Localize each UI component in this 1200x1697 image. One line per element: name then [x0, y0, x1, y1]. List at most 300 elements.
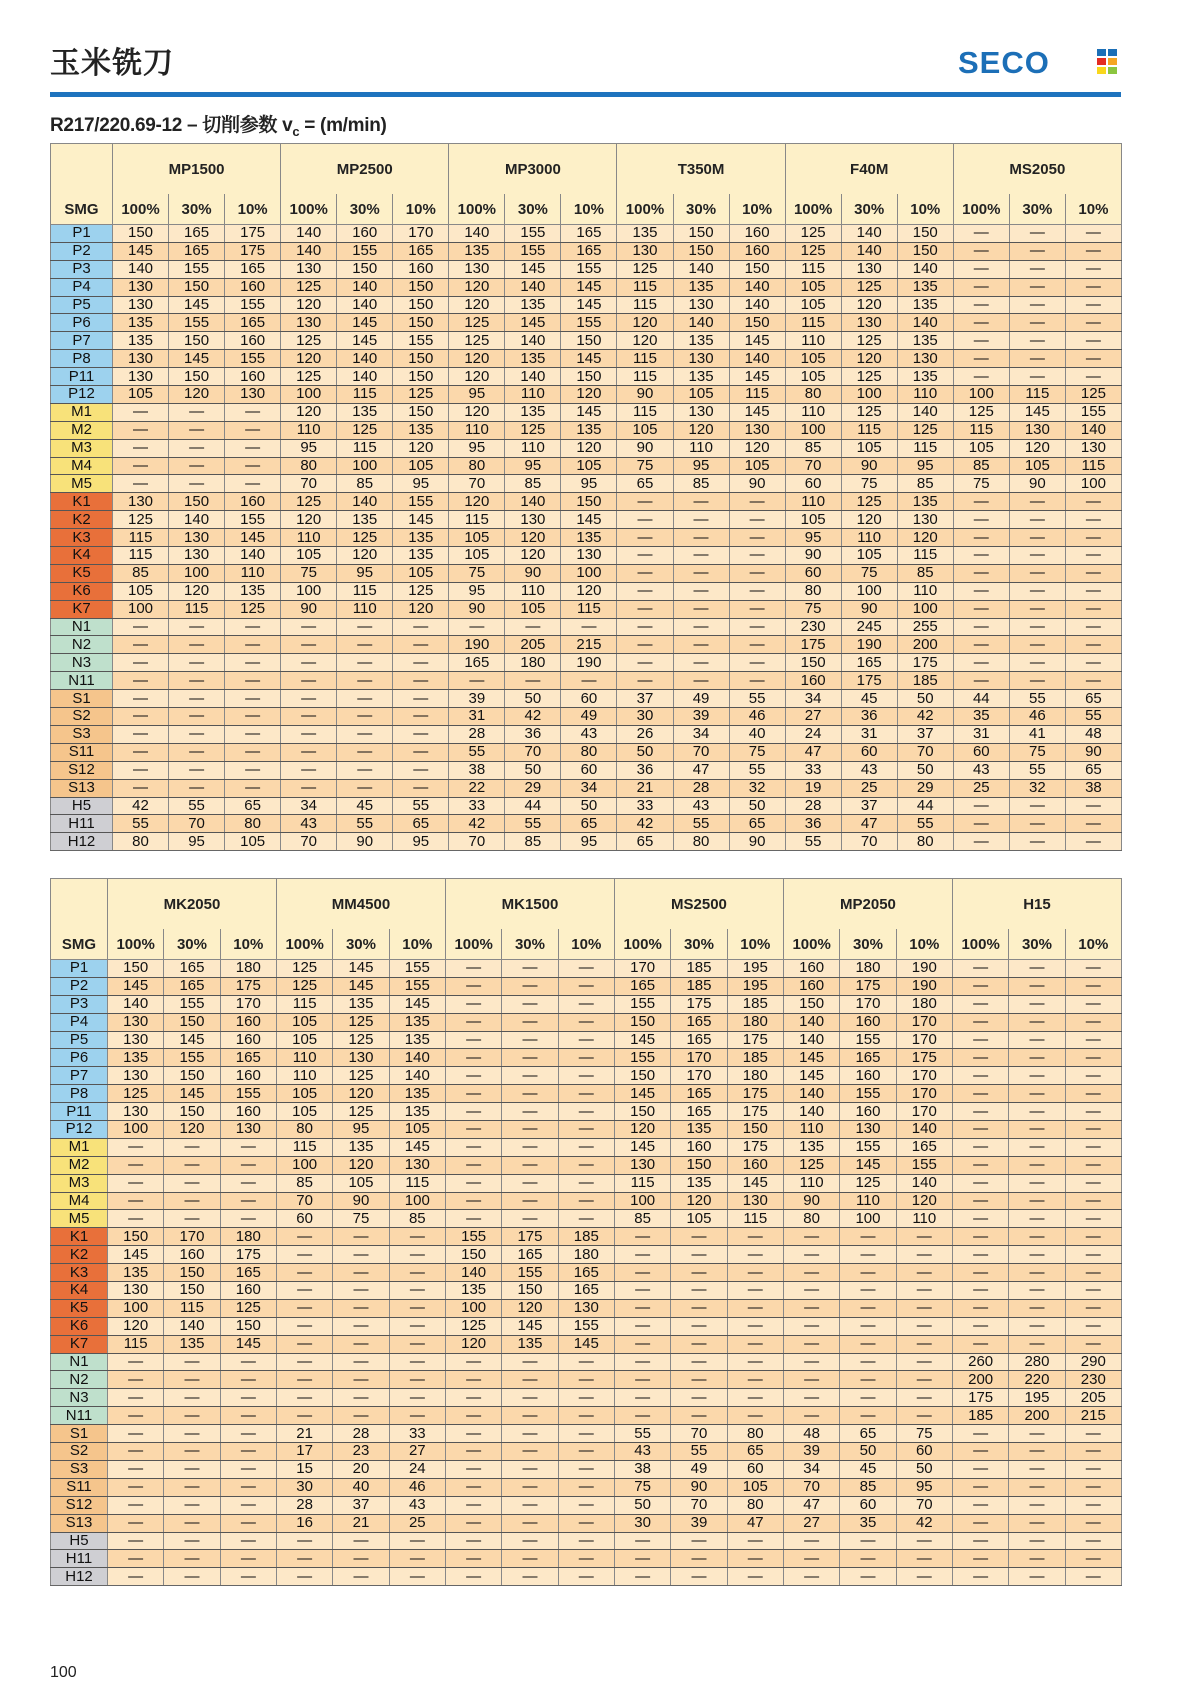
value-cell: —: [671, 1282, 727, 1300]
value-cell: 100: [169, 564, 225, 582]
value-cell: 75: [785, 600, 841, 618]
table-row: [51, 1067, 1122, 1085]
value-cell: —: [727, 1389, 783, 1407]
value-cell: 38: [1065, 779, 1121, 797]
value-cell: 41: [1009, 725, 1065, 743]
value-cell: —: [393, 708, 449, 726]
value-cell: 60: [785, 564, 841, 582]
value-cell: 155: [1065, 403, 1121, 421]
value-cell: —: [953, 672, 1009, 690]
value-cell: 17: [276, 1443, 332, 1461]
value-cell: —: [1065, 1478, 1121, 1496]
value-cell: 130: [673, 296, 729, 314]
grade-header: MS2050: [953, 144, 1121, 195]
value-cell: —: [1009, 1228, 1065, 1246]
value-cell: 95: [449, 582, 505, 600]
value-cell: 150: [729, 260, 785, 278]
value-cell: 165: [164, 960, 220, 978]
value-cell: 75: [449, 564, 505, 582]
value-cell: 105: [785, 511, 841, 529]
value-cell: 120: [897, 529, 953, 547]
value-cell: —: [164, 1156, 220, 1174]
value-cell: 55: [1009, 690, 1065, 708]
value-cell: —: [220, 1478, 276, 1496]
value-cell: 155: [505, 225, 561, 243]
value-cell: 30: [276, 1478, 332, 1496]
value-cell: 120: [281, 403, 337, 421]
table-row: [51, 725, 1122, 743]
value-cell: —: [1065, 1031, 1121, 1049]
value-cell: 120: [896, 1192, 952, 1210]
value-cell: 160: [225, 332, 281, 350]
value-cell: 75: [729, 743, 785, 761]
value-cell: 120: [445, 1335, 501, 1353]
grade-header: F40M: [785, 144, 953, 195]
value-cell: 155: [558, 1317, 614, 1335]
value-cell: 42: [113, 797, 169, 815]
value-cell: —: [164, 1174, 220, 1192]
value-cell: 150: [561, 493, 617, 511]
value-cell: —: [1065, 995, 1121, 1013]
value-cell: —: [1009, 1317, 1065, 1335]
cutting-data-table-2: [50, 878, 1122, 1586]
value-cell: 135: [673, 368, 729, 386]
grade-header: T350M: [617, 144, 785, 195]
value-cell: —: [952, 1210, 1008, 1228]
value-cell: 130: [113, 368, 169, 386]
smg-cell: P3: [51, 995, 108, 1013]
value-cell: 150: [727, 1121, 783, 1139]
value-cell: —: [783, 1407, 839, 1425]
value-cell: —: [169, 457, 225, 475]
value-cell: 130: [108, 1103, 164, 1121]
value-cell: 150: [393, 350, 449, 368]
value-cell: —: [502, 1550, 558, 1568]
value-cell: 100: [953, 386, 1009, 404]
smg-cell: H5: [51, 797, 113, 815]
value-cell: 145: [164, 1085, 220, 1103]
value-cell: 110: [897, 582, 953, 600]
value-cell: 70: [169, 815, 225, 833]
value-cell: 110: [785, 332, 841, 350]
value-cell: 37: [617, 690, 673, 708]
value-cell: —: [953, 564, 1009, 582]
value-cell: 105: [333, 1174, 389, 1192]
value-cell: 115: [617, 350, 673, 368]
value-cell: —: [840, 1532, 896, 1550]
value-cell: 120: [281, 511, 337, 529]
value-cell: —: [1009, 1085, 1065, 1103]
value-cell: 160: [220, 1013, 276, 1031]
value-cell: —: [558, 1568, 614, 1586]
value-cell: 145: [502, 1317, 558, 1335]
value-cell: 175: [220, 1246, 276, 1264]
value-cell: 125: [281, 278, 337, 296]
value-cell: —: [389, 1568, 445, 1586]
value-cell: 115: [785, 260, 841, 278]
value-cell: 120: [393, 439, 449, 457]
value-cell: —: [445, 1353, 501, 1371]
value-cell: —: [389, 1389, 445, 1407]
value-cell: —: [113, 618, 169, 636]
value-cell: 135: [783, 1138, 839, 1156]
value-cell: —: [896, 1532, 952, 1550]
value-cell: 28: [673, 779, 729, 797]
table-row: [51, 977, 1122, 995]
value-cell: 170: [896, 1067, 952, 1085]
value-cell: —: [1065, 1121, 1121, 1139]
value-cell: —: [445, 1138, 501, 1156]
value-cell: —: [896, 1317, 952, 1335]
value-cell: —: [108, 1514, 164, 1532]
value-cell: —: [113, 743, 169, 761]
value-cell: 30: [614, 1514, 670, 1532]
smg-cell: S3: [51, 1460, 108, 1478]
smg-cell: M4: [51, 457, 113, 475]
smg-cell: K2: [51, 511, 113, 529]
table-row: [51, 1478, 1122, 1496]
value-cell: 37: [841, 797, 897, 815]
table-row: [51, 1282, 1122, 1300]
value-cell: 115: [953, 421, 1009, 439]
table-row: [51, 618, 1122, 636]
value-cell: 28: [449, 725, 505, 743]
value-cell: —: [896, 1389, 952, 1407]
value-cell: 37: [333, 1496, 389, 1514]
value-cell: 75: [896, 1425, 952, 1443]
value-cell: —: [393, 690, 449, 708]
value-cell: —: [1009, 296, 1065, 314]
value-cell: —: [445, 1210, 501, 1228]
value-cell: 140: [445, 1264, 501, 1282]
value-cell: 95: [561, 475, 617, 493]
value-cell: —: [333, 1389, 389, 1407]
value-cell: 185: [671, 960, 727, 978]
value-cell: —: [445, 1496, 501, 1514]
value-cell: 150: [561, 332, 617, 350]
table-row: [51, 636, 1122, 654]
smg-cell: M1: [51, 1138, 108, 1156]
value-cell: —: [337, 690, 393, 708]
value-cell: —: [727, 1568, 783, 1586]
value-cell: 150: [108, 960, 164, 978]
value-cell: 145: [220, 1335, 276, 1353]
value-cell: 160: [164, 1246, 220, 1264]
value-cell: —: [169, 779, 225, 797]
smg-cell: K5: [51, 564, 113, 582]
value-cell: 150: [897, 242, 953, 260]
value-cell: —: [108, 1138, 164, 1156]
value-cell: —: [445, 1371, 501, 1389]
value-cell: —: [1065, 1210, 1121, 1228]
value-cell: —: [840, 1246, 896, 1264]
value-cell: 55: [897, 815, 953, 833]
value-cell: —: [113, 439, 169, 457]
value-cell: 120: [671, 1192, 727, 1210]
table-row: [51, 708, 1122, 726]
value-cell: —: [220, 1496, 276, 1514]
value-cell: 90: [1065, 743, 1121, 761]
value-cell: 100: [841, 582, 897, 600]
value-cell: —: [729, 600, 785, 618]
smg-cell: K4: [51, 1282, 108, 1300]
value-cell: —: [1065, 511, 1121, 529]
value-cell: —: [164, 1550, 220, 1568]
value-cell: 160: [727, 1156, 783, 1174]
value-cell: —: [1065, 1425, 1121, 1443]
value-cell: 47: [727, 1514, 783, 1532]
table-row: [51, 779, 1122, 797]
value-cell: 140: [897, 314, 953, 332]
value-cell: 160: [783, 977, 839, 995]
percent-header: 30%: [1009, 929, 1065, 960]
table-row: [51, 439, 1122, 457]
value-cell: 55: [729, 690, 785, 708]
value-cell: 125: [220, 1299, 276, 1317]
value-cell: 80: [783, 1210, 839, 1228]
value-cell: —: [558, 1103, 614, 1121]
value-cell: 280: [1009, 1353, 1065, 1371]
value-cell: 36: [617, 761, 673, 779]
value-cell: —: [558, 1138, 614, 1156]
value-cell: 115: [337, 582, 393, 600]
value-cell: —: [673, 529, 729, 547]
value-cell: —: [617, 672, 673, 690]
value-cell: 70: [671, 1496, 727, 1514]
value-cell: 140: [337, 278, 393, 296]
value-cell: 150: [729, 314, 785, 332]
value-cell: —: [614, 1532, 670, 1550]
value-cell: —: [783, 1532, 839, 1550]
value-cell: —: [445, 1532, 501, 1550]
value-cell: 23: [333, 1443, 389, 1461]
value-cell: —: [953, 493, 1009, 511]
value-cell: —: [671, 1371, 727, 1389]
value-cell: —: [783, 1389, 839, 1407]
value-cell: —: [108, 1353, 164, 1371]
percent-header: 100%: [276, 929, 332, 960]
value-cell: —: [952, 1532, 1008, 1550]
value-cell: 170: [614, 960, 670, 978]
smg-cell: H11: [51, 1550, 108, 1568]
value-cell: 150: [113, 225, 169, 243]
value-cell: —: [445, 1174, 501, 1192]
value-cell: —: [281, 690, 337, 708]
value-cell: —: [729, 564, 785, 582]
value-cell: —: [1009, 368, 1065, 386]
value-cell: 150: [169, 332, 225, 350]
value-cell: 130: [281, 314, 337, 332]
value-cell: 140: [673, 260, 729, 278]
table-row: [51, 1532, 1122, 1550]
smg-cell: P6: [51, 314, 113, 332]
value-cell: —: [113, 654, 169, 672]
value-cell: 200: [952, 1371, 1008, 1389]
value-cell: 155: [225, 350, 281, 368]
value-cell: 80: [113, 833, 169, 851]
value-cell: 120: [449, 350, 505, 368]
value-cell: 95: [169, 833, 225, 851]
value-cell: —: [164, 1532, 220, 1550]
value-cell: —: [729, 582, 785, 600]
value-cell: 135: [897, 296, 953, 314]
value-cell: 115: [276, 1138, 332, 1156]
value-cell: 100: [281, 386, 337, 404]
value-cell: —: [113, 475, 169, 493]
value-cell: —: [558, 1443, 614, 1461]
percent-header: 100%: [952, 929, 1008, 960]
value-cell: 130: [558, 1299, 614, 1317]
table-row: [51, 403, 1122, 421]
value-cell: —: [617, 511, 673, 529]
value-cell: 125: [841, 403, 897, 421]
smg-cell: P5: [51, 1031, 108, 1049]
value-cell: —: [673, 618, 729, 636]
value-cell: —: [1065, 564, 1121, 582]
value-cell: 40: [729, 725, 785, 743]
value-cell: 55: [671, 1443, 727, 1461]
value-cell: 100: [281, 582, 337, 600]
smg-header: SMG: [51, 879, 108, 960]
value-cell: —: [617, 547, 673, 565]
value-cell: 120: [561, 386, 617, 404]
value-cell: —: [1009, 1550, 1065, 1568]
value-cell: 105: [729, 457, 785, 475]
table-row: [51, 600, 1122, 618]
value-cell: 95: [393, 475, 449, 493]
value-cell: —: [1009, 815, 1065, 833]
value-cell: 165: [671, 1085, 727, 1103]
value-cell: 80: [449, 457, 505, 475]
value-cell: —: [840, 1317, 896, 1335]
value-cell: —: [1065, 1192, 1121, 1210]
table-row: [51, 529, 1122, 547]
value-cell: 150: [614, 1067, 670, 1085]
value-cell: 145: [729, 368, 785, 386]
value-cell: 75: [1009, 743, 1065, 761]
value-cell: 165: [614, 977, 670, 995]
seco-logo: [958, 46, 1120, 78]
value-cell: 120: [673, 421, 729, 439]
value-cell: 155: [445, 1228, 501, 1246]
value-cell: —: [1065, 225, 1121, 243]
table-row: [51, 493, 1122, 511]
value-cell: 140: [389, 1049, 445, 1067]
value-cell: 170: [896, 1085, 952, 1103]
smg-cell: N1: [51, 1353, 108, 1371]
percent-header: 30%: [671, 929, 727, 960]
value-cell: 50: [505, 761, 561, 779]
value-cell: —: [952, 1174, 1008, 1192]
value-cell: 155: [393, 332, 449, 350]
value-cell: 230: [785, 618, 841, 636]
value-cell: —: [1009, 1067, 1065, 1085]
value-cell: 115: [389, 1174, 445, 1192]
value-cell: 150: [169, 493, 225, 511]
value-cell: 165: [671, 1103, 727, 1121]
value-cell: 110: [841, 529, 897, 547]
smg-cell: P4: [51, 1013, 108, 1031]
value-cell: 115: [617, 368, 673, 386]
value-cell: —: [1009, 672, 1065, 690]
value-cell: 105: [449, 529, 505, 547]
value-cell: 50: [561, 797, 617, 815]
value-cell: —: [617, 636, 673, 654]
value-cell: —: [952, 1282, 1008, 1300]
value-cell: 135: [617, 225, 673, 243]
value-cell: —: [1009, 278, 1065, 296]
value-cell: 115: [113, 529, 169, 547]
value-cell: 125: [281, 368, 337, 386]
value-cell: 39: [673, 708, 729, 726]
value-cell: 75: [281, 564, 337, 582]
value-cell: 21: [333, 1514, 389, 1532]
value-cell: 150: [614, 1103, 670, 1121]
value-cell: —: [169, 654, 225, 672]
value-cell: 105: [449, 547, 505, 565]
value-cell: 80: [727, 1425, 783, 1443]
smg-cell: K4: [51, 547, 113, 565]
value-cell: —: [617, 600, 673, 618]
value-cell: —: [671, 1299, 727, 1317]
value-cell: —: [502, 1156, 558, 1174]
table-row: [51, 1228, 1122, 1246]
value-cell: —: [108, 1496, 164, 1514]
value-cell: —: [1009, 529, 1065, 547]
value-cell: —: [1009, 260, 1065, 278]
value-cell: 115: [108, 1335, 164, 1353]
value-cell: 130: [561, 547, 617, 565]
value-cell: 21: [617, 779, 673, 797]
value-cell: —: [558, 1085, 614, 1103]
value-cell: 150: [169, 368, 225, 386]
value-cell: —: [389, 1246, 445, 1264]
value-cell: 150: [783, 995, 839, 1013]
value-cell: 190: [561, 654, 617, 672]
value-cell: —: [220, 1550, 276, 1568]
value-cell: —: [113, 457, 169, 475]
value-cell: —: [220, 1371, 276, 1389]
value-cell: —: [558, 995, 614, 1013]
value-cell: —: [840, 1282, 896, 1300]
value-cell: 130: [108, 1282, 164, 1300]
value-cell: 110: [505, 386, 561, 404]
value-cell: —: [225, 403, 281, 421]
value-cell: 60: [561, 761, 617, 779]
value-cell: —: [333, 1532, 389, 1550]
value-cell: 195: [727, 977, 783, 995]
smg-cell: P1: [51, 960, 108, 978]
value-cell: 105: [393, 457, 449, 475]
value-cell: —: [614, 1550, 670, 1568]
value-cell: —: [952, 1228, 1008, 1246]
value-cell: 39: [671, 1514, 727, 1532]
value-cell: —: [671, 1532, 727, 1550]
value-cell: —: [617, 654, 673, 672]
percent-header: 10%: [727, 929, 783, 960]
smg-cell: S11: [51, 1478, 108, 1496]
value-cell: 170: [671, 1049, 727, 1067]
value-cell: —: [1065, 1460, 1121, 1478]
value-cell: —: [276, 1317, 332, 1335]
value-cell: —: [952, 1335, 1008, 1353]
value-cell: —: [1009, 1425, 1065, 1443]
percent-header: 30%: [505, 194, 561, 225]
percent-header: 100%: [785, 194, 841, 225]
grade-header: MP2500: [281, 144, 449, 195]
value-cell: 115: [614, 1174, 670, 1192]
value-cell: 135: [505, 403, 561, 421]
